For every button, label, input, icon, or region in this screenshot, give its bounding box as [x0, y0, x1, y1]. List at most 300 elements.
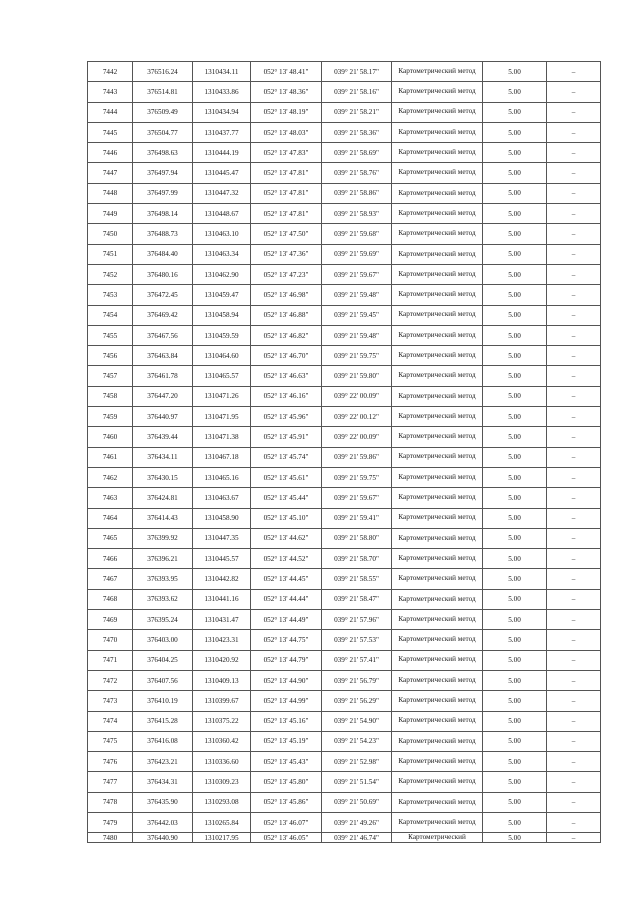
x-coordinate-cell: 376498.63 — [133, 143, 193, 163]
point-number-cell: 7459 — [88, 407, 133, 427]
description-cell: – — [547, 467, 601, 487]
table-row — [88, 244, 601, 264]
y-coordinate-cell: 1310434.94 — [193, 102, 251, 122]
y-coordinate-cell: 1310336.60 — [193, 752, 251, 772]
point-number-cell: 7470 — [88, 630, 133, 650]
longitude-cell: 039° 21' 58.69" — [322, 143, 392, 163]
latitude-cell: 052° 13' 45.44" — [251, 488, 322, 508]
description-cell: – — [547, 569, 601, 589]
method-cell: Картометрический метод — [392, 650, 483, 670]
table-row — [88, 122, 601, 142]
y-coordinate-cell: 1310458.90 — [193, 508, 251, 528]
accuracy-cell: 5.00 — [483, 792, 547, 812]
y-coordinate-cell: 1310309.23 — [193, 772, 251, 792]
y-coordinate-cell: 1310431.47 — [193, 610, 251, 630]
method-cell: Картометрический метод — [392, 244, 483, 264]
method-cell: Картометрический метод — [392, 812, 483, 832]
y-coordinate-cell: 1310463.10 — [193, 224, 251, 244]
point-number-cell: 7446 — [88, 143, 133, 163]
y-coordinate-cell: 1310265.84 — [193, 812, 251, 832]
latitude-cell: 052° 13' 45.74" — [251, 447, 322, 467]
longitude-cell: 039° 21' 49.26" — [322, 812, 392, 832]
method-cell: Картометрический метод — [392, 285, 483, 305]
latitude-cell: 052° 13' 46.70" — [251, 346, 322, 366]
method-cell: Картометрический метод — [392, 325, 483, 345]
description-cell: – — [547, 549, 601, 569]
accuracy-cell: 5.00 — [483, 467, 547, 487]
method-cell: Картометрический метод — [392, 366, 483, 386]
point-number-cell: 7445 — [88, 122, 133, 142]
longitude-cell: 039° 21' 58.86" — [322, 183, 392, 203]
accuracy-cell: 5.00 — [483, 244, 547, 264]
table-row — [88, 508, 601, 528]
description-cell: – — [547, 427, 601, 447]
accuracy-cell: 5.00 — [483, 122, 547, 142]
point-number-cell: 7457 — [88, 366, 133, 386]
description-cell: – — [547, 264, 601, 284]
longitude-cell: 039° 21' 57.53" — [322, 630, 392, 650]
coordinate-table-body — [88, 62, 601, 843]
x-coordinate-cell: 376469.42 — [133, 305, 193, 325]
method-cell: Картометрический метод — [392, 305, 483, 325]
description-cell: – — [547, 792, 601, 812]
y-coordinate-cell: 1310458.94 — [193, 305, 251, 325]
latitude-cell: 052° 13' 44.99" — [251, 691, 322, 711]
x-coordinate-cell: 376395.24 — [133, 610, 193, 630]
latitude-cell: 052° 13' 46.07" — [251, 812, 322, 832]
y-coordinate-cell: 1310465.57 — [193, 366, 251, 386]
description-cell: – — [547, 812, 601, 832]
point-number-cell: 7467 — [88, 569, 133, 589]
longitude-cell: 039° 21' 58.70" — [322, 549, 392, 569]
latitude-cell: 052° 13' 45.10" — [251, 508, 322, 528]
description-cell: – — [547, 285, 601, 305]
point-number-cell: 7444 — [88, 102, 133, 122]
latitude-cell: 052° 13' 47.81" — [251, 204, 322, 224]
x-coordinate-cell: 376403.00 — [133, 630, 193, 650]
table-row — [88, 610, 601, 630]
description-cell: – — [547, 528, 601, 548]
point-number-cell: 7469 — [88, 610, 133, 630]
latitude-cell: 052° 13' 45.61" — [251, 467, 322, 487]
description-cell: – — [547, 102, 601, 122]
y-coordinate-cell: 1310217.95 — [193, 833, 251, 843]
description-cell: – — [547, 589, 601, 609]
point-number-cell: 7448 — [88, 183, 133, 203]
table-row — [88, 407, 601, 427]
point-number-cell: 7479 — [88, 812, 133, 832]
y-coordinate-cell: 1310445.47 — [193, 163, 251, 183]
description-cell: – — [547, 143, 601, 163]
longitude-cell: 039° 21' 58.55" — [322, 569, 392, 589]
accuracy-cell: 5.00 — [483, 82, 547, 102]
point-number-cell: 7466 — [88, 549, 133, 569]
method-cell: Картометрический метод — [392, 549, 483, 569]
longitude-cell: 039° 21' 59.48" — [322, 285, 392, 305]
latitude-cell: 052° 13' 45.16" — [251, 711, 322, 731]
longitude-cell: 039° 22' 00.12" — [322, 407, 392, 427]
x-coordinate-cell: 376516.24 — [133, 62, 193, 82]
description-cell: – — [547, 407, 601, 427]
latitude-cell: 052° 13' 46.98" — [251, 285, 322, 305]
point-number-cell: 7464 — [88, 508, 133, 528]
method-cell: Картометрический метод — [392, 711, 483, 731]
latitude-cell: 052° 13' 45.86" — [251, 792, 322, 812]
x-coordinate-cell: 376404.25 — [133, 650, 193, 670]
table-row — [88, 488, 601, 508]
accuracy-cell: 5.00 — [483, 731, 547, 751]
accuracy-cell: 5.00 — [483, 610, 547, 630]
table-row — [88, 204, 601, 224]
longitude-cell: 039° 21' 59.67" — [322, 488, 392, 508]
y-coordinate-cell: 1310441.16 — [193, 589, 251, 609]
longitude-cell: 039° 21' 59.86" — [322, 447, 392, 467]
point-number-cell: 7476 — [88, 752, 133, 772]
method-cell: Картометрический метод — [392, 386, 483, 406]
description-cell: – — [547, 163, 601, 183]
latitude-cell: 052° 13' 44.62" — [251, 528, 322, 548]
description-cell: – — [547, 62, 601, 82]
table-row — [88, 670, 601, 690]
accuracy-cell: 5.00 — [483, 528, 547, 548]
latitude-cell: 052° 13' 45.80" — [251, 772, 322, 792]
table-row — [88, 305, 601, 325]
point-number-cell: 7480 — [88, 833, 133, 843]
longitude-cell: 039° 21' 59.75" — [322, 467, 392, 487]
method-cell: Картометрический метод — [392, 82, 483, 102]
y-coordinate-cell: 1310375.22 — [193, 711, 251, 731]
table-row — [88, 792, 601, 812]
x-coordinate-cell: 376488.73 — [133, 224, 193, 244]
y-coordinate-cell: 1310463.34 — [193, 244, 251, 264]
latitude-cell: 052° 13' 45.96" — [251, 407, 322, 427]
y-coordinate-cell: 1310360.42 — [193, 731, 251, 751]
description-cell: – — [547, 204, 601, 224]
description-cell: – — [547, 670, 601, 690]
point-number-cell: 7462 — [88, 467, 133, 487]
longitude-cell: 039° 22' 00.09" — [322, 427, 392, 447]
method-cell: Картометрический метод — [392, 62, 483, 82]
accuracy-cell: 5.00 — [483, 102, 547, 122]
method-cell: Картометрический метод — [392, 691, 483, 711]
point-number-cell: 7455 — [88, 325, 133, 345]
description-cell: – — [547, 650, 601, 670]
table-row — [88, 467, 601, 487]
method-cell: Картометрический метод — [392, 427, 483, 447]
table-row — [88, 447, 601, 467]
latitude-cell: 052° 13' 47.81" — [251, 163, 322, 183]
latitude-cell: 052° 13' 46.88" — [251, 305, 322, 325]
description-cell: – — [547, 691, 601, 711]
longitude-cell: 039° 21' 59.67" — [322, 264, 392, 284]
table-row — [88, 691, 601, 711]
method-cell: Картометрический метод — [392, 569, 483, 589]
y-coordinate-cell: 1310433.86 — [193, 82, 251, 102]
accuracy-cell: 5.00 — [483, 630, 547, 650]
y-coordinate-cell: 1310423.31 — [193, 630, 251, 650]
x-coordinate-cell: 376447.20 — [133, 386, 193, 406]
point-number-cell: 7474 — [88, 711, 133, 731]
description-cell: – — [547, 183, 601, 203]
longitude-cell: 039° 21' 58.80" — [322, 528, 392, 548]
longitude-cell: 039° 21' 59.48" — [322, 325, 392, 345]
y-coordinate-cell: 1310448.67 — [193, 204, 251, 224]
point-number-cell: 7461 — [88, 447, 133, 467]
table-row — [88, 731, 601, 751]
accuracy-cell: 5.00 — [483, 508, 547, 528]
x-coordinate-cell: 376440.97 — [133, 407, 193, 427]
y-coordinate-cell: 1310420.92 — [193, 650, 251, 670]
point-number-cell: 7442 — [88, 62, 133, 82]
x-coordinate-cell: 376393.95 — [133, 569, 193, 589]
point-number-cell: 7460 — [88, 427, 133, 447]
latitude-cell: 052° 13' 44.44" — [251, 589, 322, 609]
accuracy-cell: 5.00 — [483, 62, 547, 82]
x-coordinate-cell: 376439.44 — [133, 427, 193, 447]
x-coordinate-cell: 376415.28 — [133, 711, 193, 731]
longitude-cell: 039° 21' 46.74" — [322, 833, 392, 843]
latitude-cell: 052° 13' 44.49" — [251, 610, 322, 630]
method-cell: Картометрический метод — [392, 204, 483, 224]
y-coordinate-cell: 1310437.77 — [193, 122, 251, 142]
point-number-cell: 7450 — [88, 224, 133, 244]
point-number-cell: 7454 — [88, 305, 133, 325]
point-number-cell: 7473 — [88, 691, 133, 711]
table-row — [88, 82, 601, 102]
method-cell: Картометрический метод — [392, 610, 483, 630]
latitude-cell: 052° 13' 48.19" — [251, 102, 322, 122]
table-row — [88, 812, 601, 832]
table-row — [88, 711, 601, 731]
x-coordinate-cell: 376434.31 — [133, 772, 193, 792]
method-cell: Картометрический метод — [392, 508, 483, 528]
description-cell: – — [547, 508, 601, 528]
point-number-cell: 7447 — [88, 163, 133, 183]
method-cell: Картометрический метод — [392, 102, 483, 122]
x-coordinate-cell: 376480.16 — [133, 264, 193, 284]
point-number-cell: 7477 — [88, 772, 133, 792]
accuracy-cell: 5.00 — [483, 143, 547, 163]
y-coordinate-cell: 1310459.47 — [193, 285, 251, 305]
x-coordinate-cell: 376424.81 — [133, 488, 193, 508]
longitude-cell: 039° 21' 56.29" — [322, 691, 392, 711]
method-cell: Картометрический метод — [392, 122, 483, 142]
x-coordinate-cell: 376407.56 — [133, 670, 193, 690]
longitude-cell: 039° 21' 54.90" — [322, 711, 392, 731]
method-cell: Картометрический метод — [392, 407, 483, 427]
table-row — [88, 752, 601, 772]
description-cell: – — [547, 386, 601, 406]
point-number-cell: 7449 — [88, 204, 133, 224]
accuracy-cell: 5.00 — [483, 691, 547, 711]
longitude-cell: 039° 21' 59.41" — [322, 508, 392, 528]
x-coordinate-cell: 376472.45 — [133, 285, 193, 305]
accuracy-cell: 5.00 — [483, 305, 547, 325]
description-cell: – — [547, 731, 601, 751]
table-row — [88, 325, 601, 345]
description-cell: – — [547, 752, 601, 772]
latitude-cell: 052° 13' 44.45" — [251, 569, 322, 589]
longitude-cell: 039° 21' 58.47" — [322, 589, 392, 609]
y-coordinate-cell: 1310464.60 — [193, 346, 251, 366]
table-row — [88, 386, 601, 406]
x-coordinate-cell: 376484.40 — [133, 244, 193, 264]
description-cell: – — [547, 305, 601, 325]
latitude-cell: 052° 13' 48.36" — [251, 82, 322, 102]
latitude-cell: 052° 13' 46.63" — [251, 366, 322, 386]
point-number-cell: 7478 — [88, 792, 133, 812]
description-cell: – — [547, 366, 601, 386]
method-cell: Картометрический метод — [392, 752, 483, 772]
y-coordinate-cell: 1310471.26 — [193, 386, 251, 406]
x-coordinate-cell: 376399.92 — [133, 528, 193, 548]
description-cell: – — [547, 488, 601, 508]
description-cell: – — [547, 772, 601, 792]
y-coordinate-cell: 1310459.59 — [193, 325, 251, 345]
method-cell: Картометрический метод — [392, 589, 483, 609]
latitude-cell: 052° 13' 46.05" — [251, 833, 322, 843]
accuracy-cell: 5.00 — [483, 366, 547, 386]
table-row — [88, 346, 601, 366]
longitude-cell: 039° 21' 51.54" — [322, 772, 392, 792]
latitude-cell: 052° 13' 47.23" — [251, 264, 322, 284]
table-row — [88, 224, 601, 244]
accuracy-cell: 5.00 — [483, 833, 547, 843]
latitude-cell: 052° 13' 44.79" — [251, 650, 322, 670]
longitude-cell: 039° 21' 58.36" — [322, 122, 392, 142]
point-number-cell: 7475 — [88, 731, 133, 751]
x-coordinate-cell: 376435.90 — [133, 792, 193, 812]
latitude-cell: 052° 13' 47.81" — [251, 183, 322, 203]
method-cell: Картометрический метод — [392, 447, 483, 467]
table-row — [88, 528, 601, 548]
accuracy-cell: 5.00 — [483, 488, 547, 508]
method-cell: Картометрический метод — [392, 143, 483, 163]
y-coordinate-cell: 1310434.11 — [193, 62, 251, 82]
table-row — [88, 62, 601, 82]
longitude-cell: 039° 21' 58.16" — [322, 82, 392, 102]
latitude-cell: 052° 13' 45.43" — [251, 752, 322, 772]
point-number-cell: 7468 — [88, 589, 133, 609]
accuracy-cell: 5.00 — [483, 407, 547, 427]
accuracy-cell: 5.00 — [483, 386, 547, 406]
accuracy-cell: 5.00 — [483, 589, 547, 609]
y-coordinate-cell: 1310471.38 — [193, 427, 251, 447]
accuracy-cell: 5.00 — [483, 752, 547, 772]
y-coordinate-cell: 1310293.08 — [193, 792, 251, 812]
x-coordinate-cell: 376410.19 — [133, 691, 193, 711]
point-number-cell: 7463 — [88, 488, 133, 508]
x-coordinate-cell: 376467.56 — [133, 325, 193, 345]
latitude-cell: 052° 13' 44.90" — [251, 670, 322, 690]
x-coordinate-cell: 376414.43 — [133, 508, 193, 528]
accuracy-cell: 5.00 — [483, 670, 547, 690]
table-row — [88, 163, 601, 183]
method-cell: Картометрический — [392, 833, 483, 843]
point-number-cell: 7451 — [88, 244, 133, 264]
method-cell: Картометрический метод — [392, 163, 483, 183]
y-coordinate-cell: 1310442.82 — [193, 569, 251, 589]
x-coordinate-cell: 376514.81 — [133, 82, 193, 102]
description-cell: – — [547, 447, 601, 467]
method-cell: Картометрический метод — [392, 346, 483, 366]
x-coordinate-cell: 376461.78 — [133, 366, 193, 386]
x-coordinate-cell: 376430.15 — [133, 467, 193, 487]
longitude-cell: 039° 21' 59.80" — [322, 366, 392, 386]
y-coordinate-cell: 1310444.19 — [193, 143, 251, 163]
method-cell: Картометрический метод — [392, 731, 483, 751]
table-row — [88, 569, 601, 589]
latitude-cell: 052° 13' 46.16" — [251, 386, 322, 406]
longitude-cell: 039° 21' 57.41" — [322, 650, 392, 670]
x-coordinate-cell: 376393.62 — [133, 589, 193, 609]
accuracy-cell: 5.00 — [483, 183, 547, 203]
table-row — [88, 630, 601, 650]
longitude-cell: 039° 21' 52.98" — [322, 752, 392, 772]
y-coordinate-cell: 1310447.35 — [193, 528, 251, 548]
latitude-cell: 052° 13' 45.19" — [251, 731, 322, 751]
accuracy-cell: 5.00 — [483, 711, 547, 731]
longitude-cell: 039° 21' 50.69" — [322, 792, 392, 812]
longitude-cell: 039° 21' 56.79" — [322, 670, 392, 690]
description-cell: – — [547, 610, 601, 630]
accuracy-cell: 5.00 — [483, 264, 547, 284]
x-coordinate-cell: 376463.84 — [133, 346, 193, 366]
longitude-cell: 039° 21' 58.76" — [322, 163, 392, 183]
y-coordinate-cell: 1310445.57 — [193, 549, 251, 569]
table-row — [88, 285, 601, 305]
accuracy-cell: 5.00 — [483, 204, 547, 224]
longitude-cell: 039° 21' 57.96" — [322, 610, 392, 630]
longitude-cell: 039° 21' 58.17" — [322, 62, 392, 82]
accuracy-cell: 5.00 — [483, 346, 547, 366]
longitude-cell: 039° 21' 59.45" — [322, 305, 392, 325]
table-row — [88, 264, 601, 284]
accuracy-cell: 5.00 — [483, 772, 547, 792]
point-number-cell: 7471 — [88, 650, 133, 670]
latitude-cell: 052° 13' 48.03" — [251, 122, 322, 142]
longitude-cell: 039° 21' 58.93" — [322, 204, 392, 224]
latitude-cell: 052° 13' 47.83" — [251, 143, 322, 163]
method-cell: Картометрический метод — [392, 630, 483, 650]
x-coordinate-cell: 376442.03 — [133, 812, 193, 832]
table-row — [88, 650, 601, 670]
longitude-cell: 039° 21' 54.23" — [322, 731, 392, 751]
table-row — [88, 427, 601, 447]
y-coordinate-cell: 1310463.67 — [193, 488, 251, 508]
latitude-cell: 052° 13' 46.82" — [251, 325, 322, 345]
y-coordinate-cell: 1310409.13 — [193, 670, 251, 690]
table-row — [88, 772, 601, 792]
y-coordinate-cell: 1310462.90 — [193, 264, 251, 284]
accuracy-cell: 5.00 — [483, 650, 547, 670]
description-cell: – — [547, 325, 601, 345]
method-cell: Картометрический метод — [392, 488, 483, 508]
accuracy-cell: 5.00 — [483, 325, 547, 345]
x-coordinate-cell: 376440.90 — [133, 833, 193, 843]
x-coordinate-cell: 376416.08 — [133, 731, 193, 751]
point-number-cell: 7472 — [88, 670, 133, 690]
table-row — [88, 833, 601, 843]
accuracy-cell: 5.00 — [483, 427, 547, 447]
description-cell: – — [547, 833, 601, 843]
x-coordinate-cell: 376498.14 — [133, 204, 193, 224]
latitude-cell: 052° 13' 47.36" — [251, 244, 322, 264]
latitude-cell: 052° 13' 44.75" — [251, 630, 322, 650]
longitude-cell: 039° 21' 58.21" — [322, 102, 392, 122]
point-number-cell: 7452 — [88, 264, 133, 284]
accuracy-cell: 5.00 — [483, 224, 547, 244]
